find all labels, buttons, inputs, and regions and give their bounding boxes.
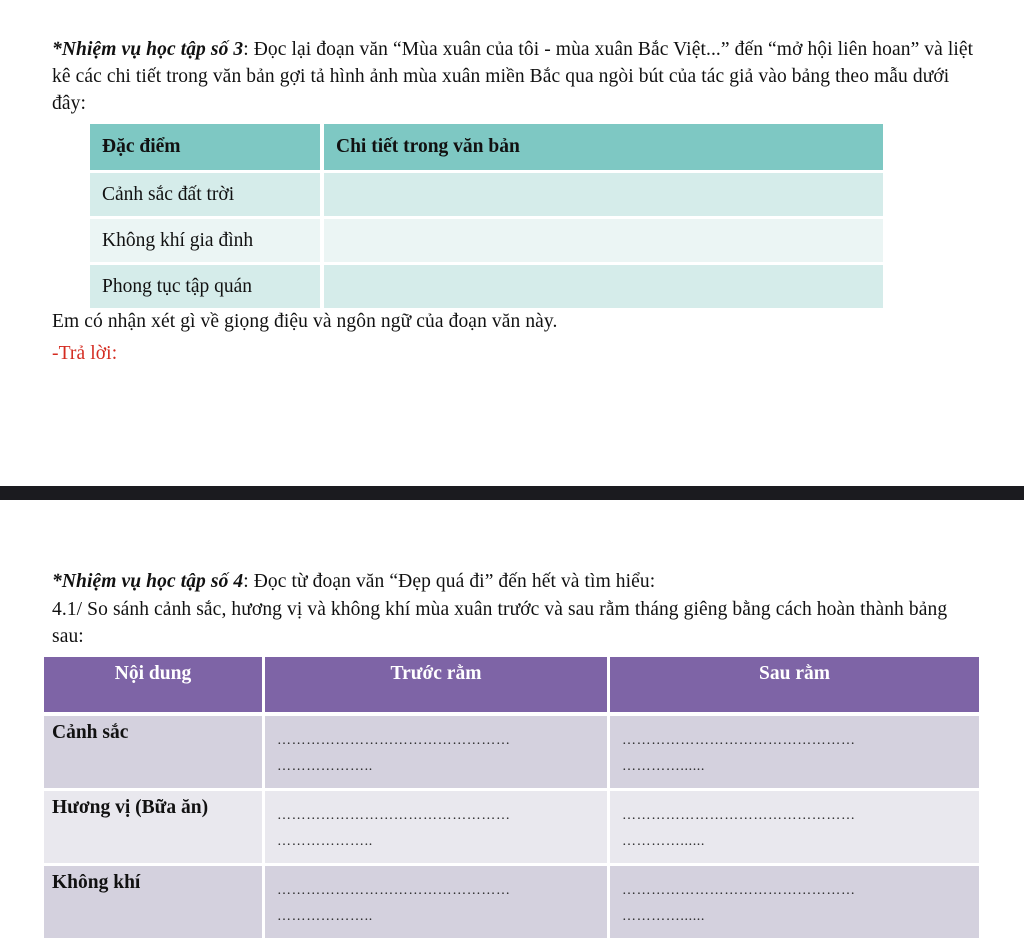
task3-title: *Nhiệm vụ học tập số 3 (52, 39, 244, 60)
table-row (44, 714, 981, 790)
dotted-line: …………...... (622, 909, 705, 924)
task3-text: : Đọc lại đoạn văn “Mùa xuân của tôi - mùa xuân Bắc Việt...” đến “mở hội liên hoan” và liệt kê các chi tiết trong văn bản gợi tả hình ảnh mùa xuân miền Bắc qua ngòi bút của tác giả vào bảng theo mẫu dưới đây: (52, 39, 974, 114)
task4-after-cell[interactable] (609, 790, 981, 865)
task4-after-cell[interactable] (609, 714, 981, 790)
task3-row-label: Phong tục tập quán (90, 264, 322, 310)
page-divider (0, 486, 1024, 500)
table-row (44, 865, 981, 940)
task4-table (44, 657, 982, 941)
dotted-line: ………………………………………… (622, 733, 856, 748)
task3-header-feature: Đặc điểm (90, 124, 322, 172)
task3-question: Em có nhận xét gì về giọng điệu và ngôn ngữ của đoạn văn này. (52, 311, 558, 332)
task3-answer-cell[interactable] (322, 172, 885, 218)
task4-intro (52, 568, 982, 595)
task4-header-content: Nội dung (44, 657, 264, 714)
dotted-line: ………………………………………… (277, 733, 511, 748)
task4-before-cell[interactable] (264, 790, 609, 865)
task3-answer-cell[interactable] (322, 264, 885, 310)
task4-row-label: Hương vị (Bữa ăn) (44, 790, 264, 865)
dotted-line: ……………….. (277, 909, 373, 924)
task3-header-details: Chi tiết trong văn bản (322, 124, 885, 172)
task3-intro (52, 36, 982, 117)
task4-before-cell[interactable] (264, 865, 609, 940)
table-row (44, 790, 981, 865)
task4-title: *Nhiệm vụ học tập số 4 (52, 571, 244, 592)
dotted-line: …………...... (622, 759, 705, 774)
table-row (90, 172, 885, 218)
task4-header-before: Trước rằm (264, 657, 609, 714)
task3-row-label: Cảnh sắc đất trời (90, 172, 322, 218)
task4-text: : Đọc từ đoạn văn “Đẹp quá đi” đến hết và tìm hiểu: (243, 571, 656, 592)
dotted-line: ……………….. (277, 759, 373, 774)
dotted-line: ………………………………………… (277, 808, 511, 823)
task4-before-cell[interactable] (264, 714, 609, 790)
worksheet-page-2 (0, 500, 1024, 924)
dotted-line: ………………………………………… (622, 883, 856, 898)
task3-answer-label: -Trả lời: (52, 343, 118, 364)
dotted-line: ………………………………………… (622, 808, 856, 823)
task4-after-cell[interactable] (609, 865, 981, 940)
task3-row-label: Không khí gia đình (90, 218, 322, 264)
table-row (90, 218, 885, 264)
dotted-line: ……………….. (277, 834, 373, 849)
task4-row-label: Không khí (44, 865, 264, 940)
task3-answer-cell[interactable] (322, 218, 885, 264)
task4-row-label: Cảnh sắc (44, 714, 264, 790)
task3-table (90, 124, 887, 311)
task4-item: 4.1/ So sánh cảnh sắc, hương vị và không khí mùa xuân trước và sau rằm tháng giêng bằng cách hoàn thành bảng sau: (52, 599, 948, 647)
table-row (90, 264, 885, 310)
dotted-line: ………………………………………… (277, 883, 511, 898)
dotted-line: …………...... (622, 834, 705, 849)
task4-header-after: Sau rằm (609, 657, 981, 714)
